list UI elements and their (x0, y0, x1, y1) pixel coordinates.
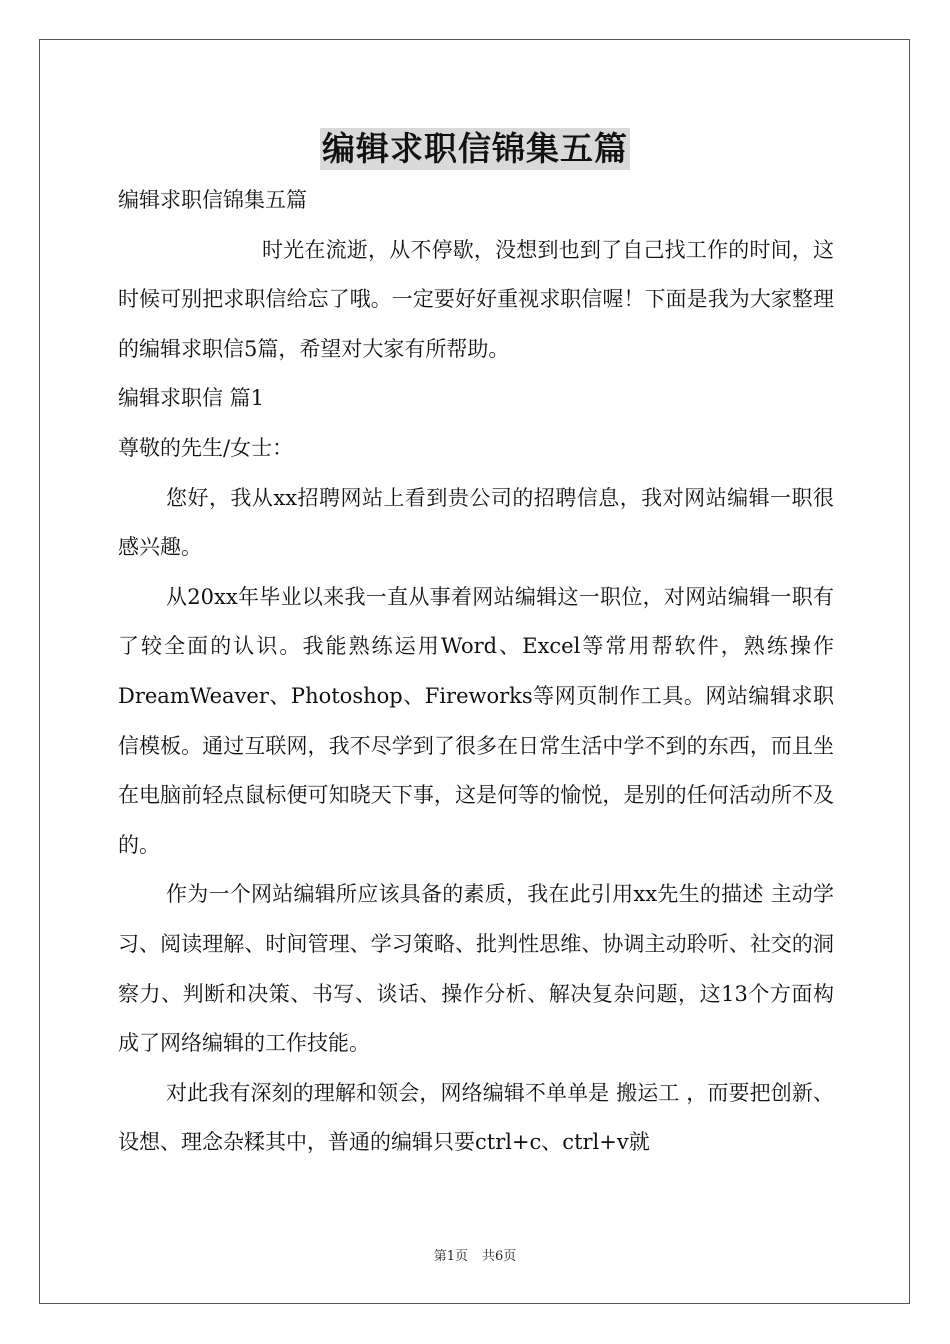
document-body (118, 176, 834, 1168)
page-footer (0, 1248, 950, 1266)
page-number: 第1页 (433, 1249, 468, 1264)
body-paragraph-4: 对此我有深刻的理解和领会，网络编辑不单单是 搬运工 ，而要把创新、设想、理念杂糅其中，普通的编辑只要ctrl+c、ctrl+v就 (118, 1080, 834, 1155)
salutation: 尊敬的先生/女士： (118, 435, 294, 460)
title-container (0, 128, 950, 170)
document-title: 编辑求职信锦集五篇 (322, 129, 628, 168)
intro-paragraph: 时光在流逝，从不停歇，没想到也到了自己找工作的时间，这时候可别把求职信给忘了哦。一定要好好重视求职信喔！下面是我为大家整理的编辑求职信5篇，希望对大家有所帮助。 (118, 237, 834, 361)
body-paragraph-2: 从20xx年毕业以来我一直从事着网站编辑这一职位，对网站编辑一职有了较全面的认识。我能熟练运用Word、Excel等常用帮软件，熟练操作DreamWeaver、Photoshop、Fireworks等网页制作工具。网站编辑求职信模板。通过互联网，我不尽学到了很多在日常生活中学不到的东西，而且坐在电脑前轻点鼠标便可知晓天下事，这是何等的愉悦，是别的任何活动所不及的。 (118, 584, 834, 857)
subtitle-line: 编辑求职信锦集五篇 (118, 188, 307, 212)
page-total: 共6页 (482, 1249, 517, 1264)
body-paragraph-1: 您好，我从xx招聘网站上看到贵公司的招聘信息，我对网站编辑一职很感兴趣。 (118, 485, 834, 560)
section-heading: 编辑求职信 篇1 (118, 386, 265, 411)
body-paragraph-3: 作为一个网站编辑所应该具备的素质，我在此引用xx先生的描述 主动学习、阅读理解、时间管理、学习策略、批判性思维、协调主动聆听、社交的洞察力、判断和决策、书写、谈话、操作分析、解决复杂问题，这13个方面构成了网络编辑的工作技能。 (118, 882, 834, 1056)
